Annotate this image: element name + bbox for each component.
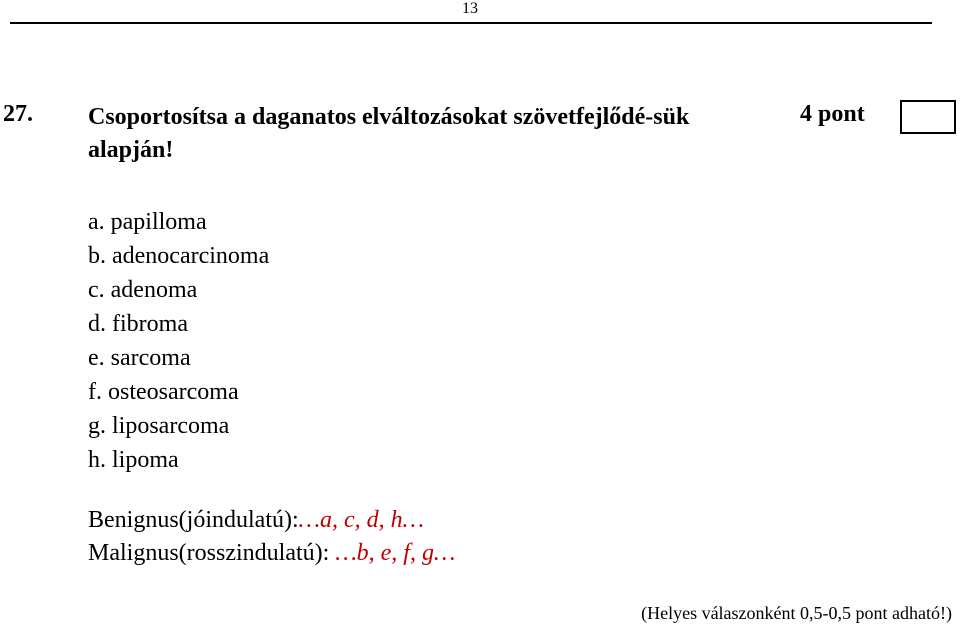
question-points: 4 pont: [800, 101, 865, 127]
question-number: 27.: [3, 101, 33, 127]
score-box[interactable]: [900, 100, 956, 134]
header-rule: [10, 22, 932, 24]
list-item: a. papilloma: [88, 209, 207, 235]
benign-answer-line: [88, 507, 424, 534]
list-item: b. adenocarcinoma: [88, 243, 270, 269]
question-text: Csoportosítsa a daganatos elváltozásokat szövetfejlődé-sük alapján!: [88, 104, 690, 163]
item-list: [88, 205, 269, 477]
list-item: f. osteosarcoma: [88, 379, 239, 405]
list-item: g. liposarcoma: [88, 413, 230, 439]
list-item: c. adenoma: [88, 277, 198, 303]
malign-answer-line: [88, 540, 455, 567]
list-item: d. fibroma: [88, 311, 188, 337]
malign-label: Malignus(rosszindulatú):: [88, 540, 336, 566]
footnote: (Helyes válaszonként 0,5-0,5 pont adható!): [641, 603, 952, 623]
benign-label: Benignus(jóindulatú):: [88, 507, 299, 533]
benign-answer: …a, c, d, h…: [298, 507, 424, 533]
list-item: e. sarcoma: [88, 345, 191, 371]
malign-answer: …b, e, f, g…: [335, 540, 456, 566]
list-item: h. lipoma: [88, 447, 179, 473]
page-number: 13: [462, 0, 478, 17]
